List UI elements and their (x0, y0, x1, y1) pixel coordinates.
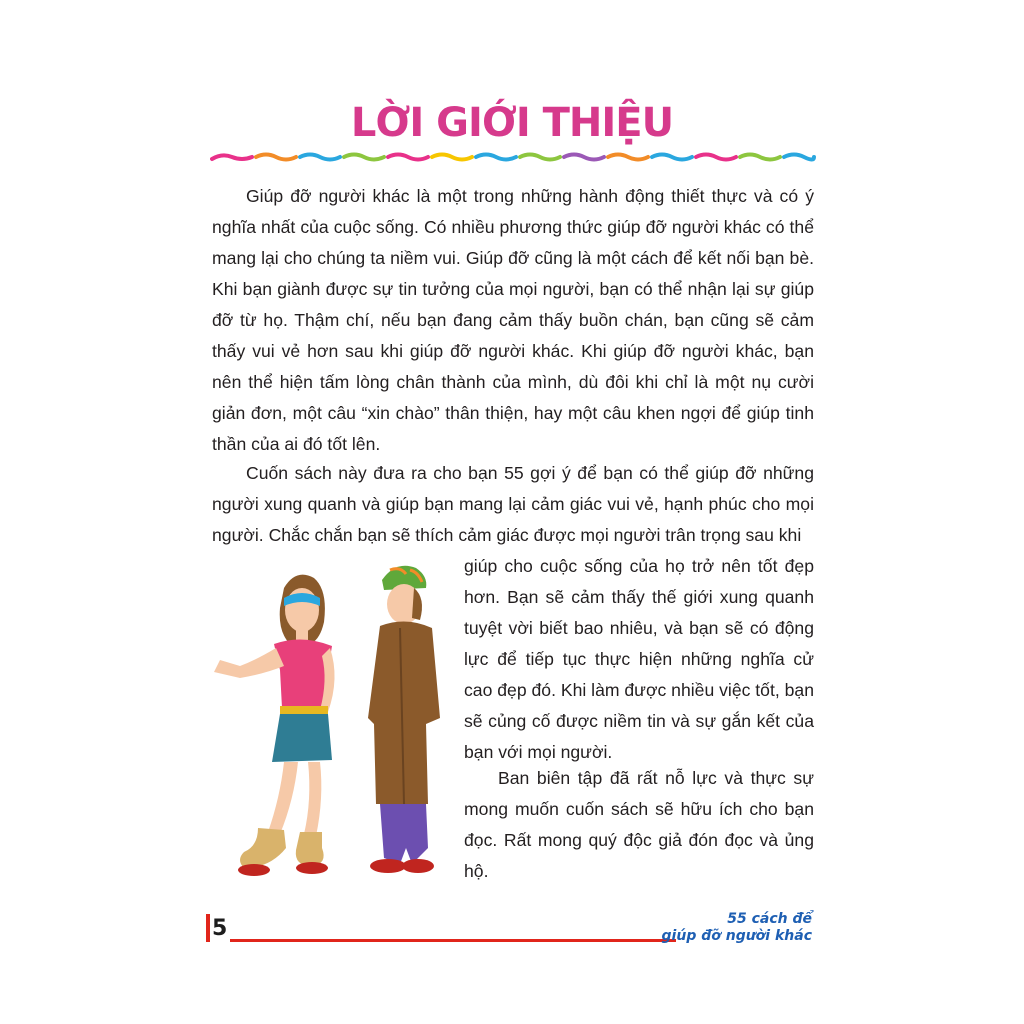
intro-paragraph-1: Giúp đỡ người khác là một trong những hành động thiết thực và có ý nghĩa nhất của cuộc sống. Có nhiều phương thức giúp đỡ người khác có thể mang lại cho chúng ta niềm vui. Giúp đỡ cũng là một cách để kết nối bạn bè. Khi bạn giành được sự tin tưởng của mọi người, bạn có thể nhận lại sự giúp đỡ từ họ. Thậm chí, nếu bạn đang cảm thấy buồn chán, bạn cũng sẽ cảm thấy vui vẻ hơn sau khi giúp đỡ người khác. Khi giúp đỡ người khác, bạn nên thể hiện tấm lòng chân thành của mình, dù đôi khi chỉ là một nụ cười giản đơn, một câu “xin chào” thân thiện, hay một câu khen ngợi để giúp tinh thần của ai đó tốt lên. (212, 186, 814, 454)
footer-page-marker (206, 914, 210, 942)
girl-figure (214, 575, 335, 876)
footer-rule (230, 939, 676, 942)
page-number: 5 (212, 916, 228, 941)
footer-book-title (662, 911, 812, 945)
book-title-line-1: 55 cách để (727, 911, 812, 927)
page-title: LỜI GIỚI THIỆU (350, 100, 674, 146)
boy-figure (368, 566, 440, 873)
intro-paragraph-2: Cuốn sách này đưa ra cho bạn 55 gợi ý để bạn có thể giúp đỡ những người xung quanh và giúp bạn mang lại cảm giác vui vẻ, hạnh phúc cho mọi người. Chắc chắn bạn sẽ thích cảm giác được mọi người trân trọng sau khi (212, 463, 814, 545)
intro-paragraph-2-continued: giúp cho cuộc sống của họ trở nên tốt đẹp hơn. Bạn sẽ cảm thấy thế giới xung quanh tuyệt vời biết bao nhiêu, và bạn sẽ có động lực để tiếp tục thực hiện những nghĩa cử cao đẹp đó. Khi làm được nhiều việc tốt, bạn sẽ củng cố được niềm tin và sự gắn kết của bạn với mọi người. (464, 556, 814, 762)
two-people-talking-illustration (200, 548, 450, 888)
intro-paragraph-3: Ban biên tập đã rất nỗ lực và thực sự mong muốn cuốn sách sẽ hữu ích cho bạn đọc. Rất mong quý độc giả đón đọc và ủng hộ. (464, 768, 814, 881)
title-wave-underline (210, 150, 816, 164)
book-title-line-2: giúp đỡ người khác (661, 928, 812, 944)
